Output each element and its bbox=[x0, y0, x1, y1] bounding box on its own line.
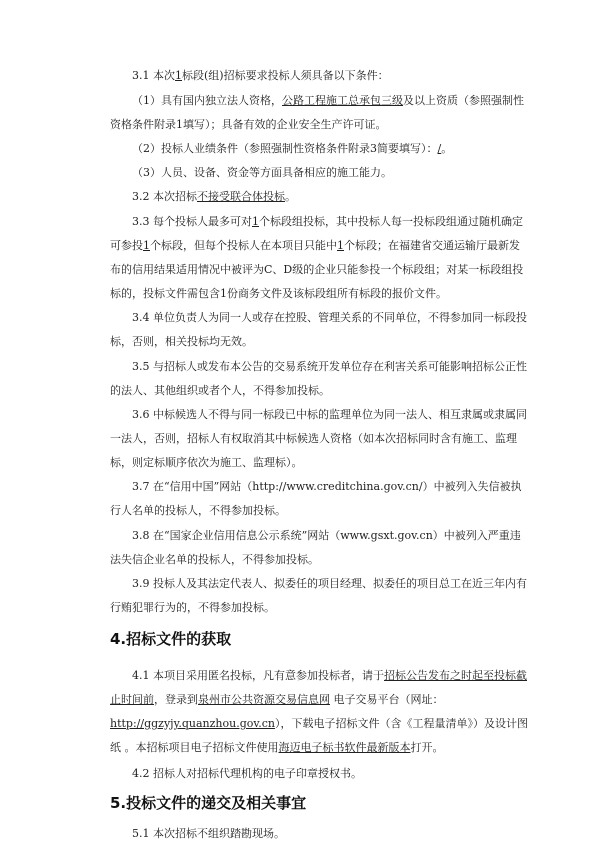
clause-3-2: 3.2 本次招标不接受联合体投标。 bbox=[132, 190, 296, 203]
clause-3-1: 3.1 本次1标段(组)招标要求投标人须具备以下条件： bbox=[132, 69, 389, 82]
clause-3-5: 3.5 与招标人或发布本公告的交易系统开发单位存在利害关系可能影响招标公正性的法人、其他组织或者个人，不得参加投标。 bbox=[110, 360, 527, 397]
clause-3-3: 3.3 每个投标人最多可对1个标段组投标，其中投标人每一投标段组通过随机确定可参投1个标段，但每个投标人在本项目只能中1个标段；在福建省交通运输厅最新发布的信用结果适用情况中被评为C、D级的企业只能参投一个标段组；对某一标段组投标的，投标文件需包含1份商务文件及该标段组所有标段的报价文件。 bbox=[110, 215, 524, 300]
condition-1: （1）具有国内独立法人资格，公路工程施工总承包三级及以上资质（参照强制性资格条件附录1填写）；具备有效的企业安全生产许可证。 bbox=[110, 94, 524, 131]
clause-5-1: 5.1 本次招标不组织踏勘现场。 bbox=[132, 827, 285, 840]
condition-2: （2）投标人业绩条件（参照强制性资格条件附录3简要填写）：/。 bbox=[132, 142, 453, 155]
clause-3-8: 3.8 在“国家企业信用信息公示系统”网站（www.gsxt.gov.cn）中被列入严重违法失信企业名单的投标人，不得参加投标。 bbox=[110, 529, 521, 566]
clause-4-1: 4.1 本项目采用匿名投标，凡有意参加投标者，请于招标公告发布之时起至投标截止时间前，登录到泉州市公共资源交易信息网 电子交易平台（网址：http://ggzyjy.quanzhou.gov.cn），下载电子招标文件（含《工程量清单》）及设计图纸 。本招标项目电子招标文件使用海迈电子标书软件最新版本打开。 bbox=[110, 669, 529, 754]
clause-3-6: 3.6 中标候选人不得与同一标段已中标的监理单位为同一法人、相互隶属或隶属同一法人，否则，招标人有权取消其中标候选人资格（如本次招标同时含有施工、监理标，则定标顺序依次为施工、监理标）。 bbox=[110, 408, 527, 469]
clause-4-2: 4.2 招标人对招标代理机构的电子印章授权书。 bbox=[132, 767, 362, 780]
section-5-heading: 5.投标文件的递交及相关事宜 bbox=[110, 794, 307, 812]
clause-3-9: 3.9 投标人及其法定代表人、拟委任的项目经理、拟委任的项目总工在近三年内有行贿犯罪行为的，不得参加投标。 bbox=[110, 577, 527, 614]
section-4-heading: 4.招标文件的获取 bbox=[110, 630, 232, 648]
clause-3-4: 3.4 单位负责人为同一人或存在控股、管理关系的不同单位，不得参加同一标段投标，否则，相关投标均无效。 bbox=[110, 311, 527, 348]
condition-3: （3）人员、设备、资金等方面具备相应的施工能力。 bbox=[132, 166, 392, 179]
clause-3-7: 3.7 在“信用中国”网站（http://www.creditchina.gov.cn/）中被列入失信被执行人名单的投标人，不得参加投标。 bbox=[110, 480, 522, 517]
